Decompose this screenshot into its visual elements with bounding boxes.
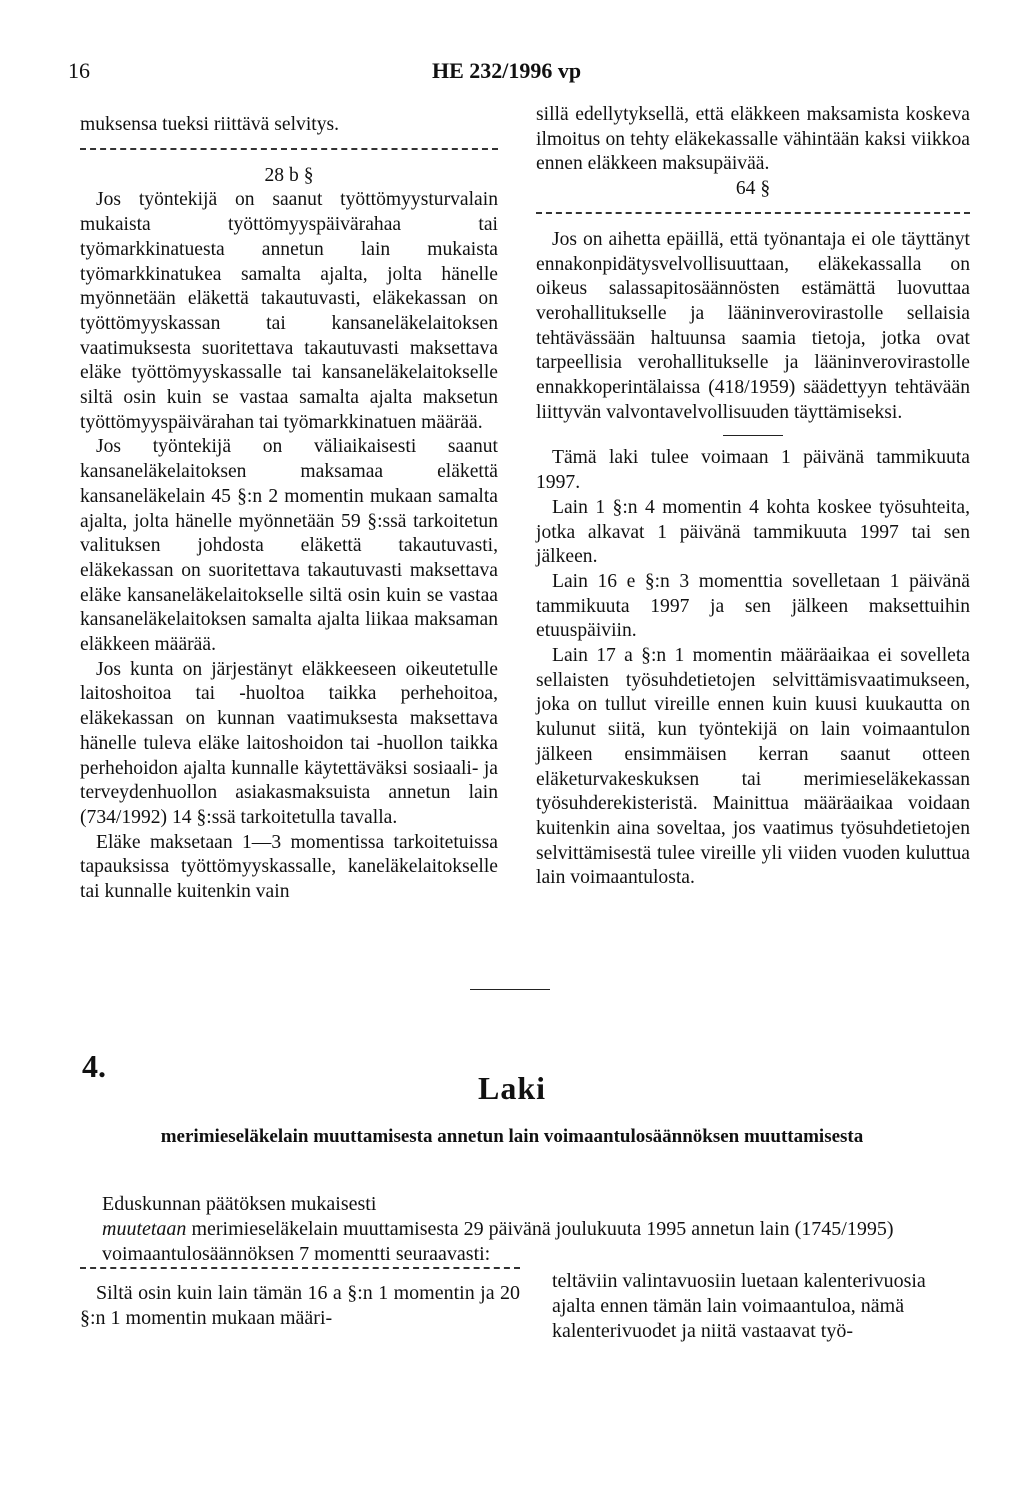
section-rule <box>723 435 783 436</box>
law-title: Laki <box>477 1070 547 1106</box>
left-column <box>80 113 498 905</box>
preamble-line: Eduskunnan päätöksen mukaisesti <box>102 1193 377 1215</box>
section-heading-64: 64 § <box>735 178 771 200</box>
paragraph: Jos työntekijä on saanut työttömyysturvalain mukaista työttömyyspäivärahaa tai työmarkkinatuesta annetun lain mukaista työmarkkinatukea samalta ajalta, jolta hänelle myönnetään eläkettä takautuvasti, eläkekassan on työttömyyskassan tai kansaneläkelaitoksen vaatimuksesta suoritettava takautuvasti maksettava eläke työttömyyskassalle tai kansaneläkelaitokselle siltä osin kuin se vastaa samalta ajalta maksetun työttömyyspäivärahan tai työmarkkinatuen määrää. <box>80 189 498 433</box>
right-column <box>536 103 970 891</box>
paragraph: Jos on aihetta epäillä, että työnantaja ei ole täyttänyt ennakonpidätysvelvollisuuttaan, eläkekassalla on oikeus salassapitosäännösten estämättä luovuttaa verohallitukselle ja lääninverovirastolle sellaisia tehtävässään haltuunsa saamia tietoja, jotka ovat tarpeellisia verohallitukselle ja lääninverovirastolle ennakkoperintälaissa (418/1959) säädettyyn tehtävään liittyvän valvontavelvollisuuden täyttämiseksi. <box>536 228 970 423</box>
enacting-text: merimieseläkelain muuttamisesta 29 päivänä joulukuuta 1995 annetun lain (1745/1995) voimaantulosäännöksen 7 momentti seuraavasti: <box>102 1218 894 1265</box>
paragraph: Jos kunta on järjestänyt eläkkeeseen oikeutetulle laitoshoitoa tai -huoltoa taikka perhehoitoa, eläkekassan on kunnan vaatimuksesta maksettava hänelle tuleva eläke laitoshoidon tai -huollon taikka perhehoidon ajalta kunnalle käytettäväksi sosiaali- ja terveydenhuollon asiakasmaksuista annetun lain (734/1992) 14 §:ssä tarkoitetulla tavalla. <box>80 658 498 828</box>
page-number: 16 <box>68 58 90 83</box>
paragraph: teltäviin valintavuosiin luetaan kalenterivuosia ajalta ennen tämän lain voimaantuloa, nämä kalenterivuodet ja niitä vastaavat työ- <box>552 1270 926 1342</box>
law-number: 4. <box>82 1048 106 1084</box>
enacting-word: muutetaan <box>102 1218 187 1240</box>
omission-divider <box>80 148 498 150</box>
bottom-left-column <box>80 1267 520 1331</box>
paragraph: Tämä laki tulee voimaan 1 päivänä tammikuuta 1997. <box>536 447 970 494</box>
left-intro-text: muksensa tueksi riittävä selvitys. <box>80 114 340 135</box>
omission-divider <box>80 1267 520 1269</box>
law-preamble <box>80 1192 980 1267</box>
document-reference: HE 232/1996 vp <box>432 58 582 83</box>
omission-divider <box>536 212 970 214</box>
paragraph: Jos työntekijä on väliaikaisesti saanut kansaneläkelaitoksen maksamaa eläkettä kansaneläkelain 45 §:n 2 momentin mukaan samalta ajalta, jolta hänelle myönnetään 59 §:ssä tarkoitetun valituksen johdosta eläkettä takautuvasti, eläkekassan on suoritettava takautuvasti maksettava eläke kansaneläkelaitokselle siltä osin kuin se vastaa kansaneläkelaitoksen samalta ajalta liikaa maksaman eläkkeen määrää. <box>80 436 498 656</box>
section-heading-28b: 28 b § <box>264 164 314 186</box>
paragraph: Lain 1 §:n 4 momentin 4 kohta koskee työsuhteita, jotka alkavat 1 päivänä tammikuuta 1997 tai sen jälkeen. <box>536 496 970 568</box>
paragraph: Siltä osin kuin lain tämän 16 a §:n 1 momentin ja 20 §:n 1 momentin mukaan määri- <box>80 1282 520 1329</box>
paragraph: Lain 16 e §:n 3 momenttia sovelletaan 1 päivänä tammikuuta 1997 ja sen jälkeen maksettuihin etuuspäiviin. <box>536 570 970 642</box>
enacting-clause <box>80 1217 980 1267</box>
paragraph: Eläke maksetaan 1—3 momentissa tarkoitetuissa tapauksissa työttömyyskassalle, kaneläkelaitokselle tai kunnalle kuitenkin vain <box>80 831 498 903</box>
law-subtitle: merimieseläkelain muuttamisesta annetun lain voimaantulosäännöksen muuttamisesta <box>160 1126 864 1147</box>
right-intro-text: sillä edellytyksellä, että eläkkeen maksamista koskeva ilmoitus on tehty eläkekassalle vähintään kaksi viikkoa ennen eläkkeen maksupäivää. <box>536 104 970 175</box>
section-separator <box>470 989 550 990</box>
paragraph: Lain 17 a §:n 1 momentin määräaikaa ei sovelleta sellaisten työsuhdetietojen selvittämisvaatimukseen, joka on tullut vireille ennen kuin kuusi kuukautta on kulunut siitä, kun työntekijä on lain voimaantulon jälkeen ensimmäisen kerran saanut otteen eläketurvakeskuksen tai merimieseläkekassan työsuhderekisteristä. Mainittua määräaikaa voidaan kuitenkin aina soveltaa, jos vaatimus työsuhdetietojen selvittämisestä tulee vireille yli viiden vuoden kuluttua lain voimaantulosta. <box>536 645 970 889</box>
bottom-right-column <box>552 1269 972 1344</box>
